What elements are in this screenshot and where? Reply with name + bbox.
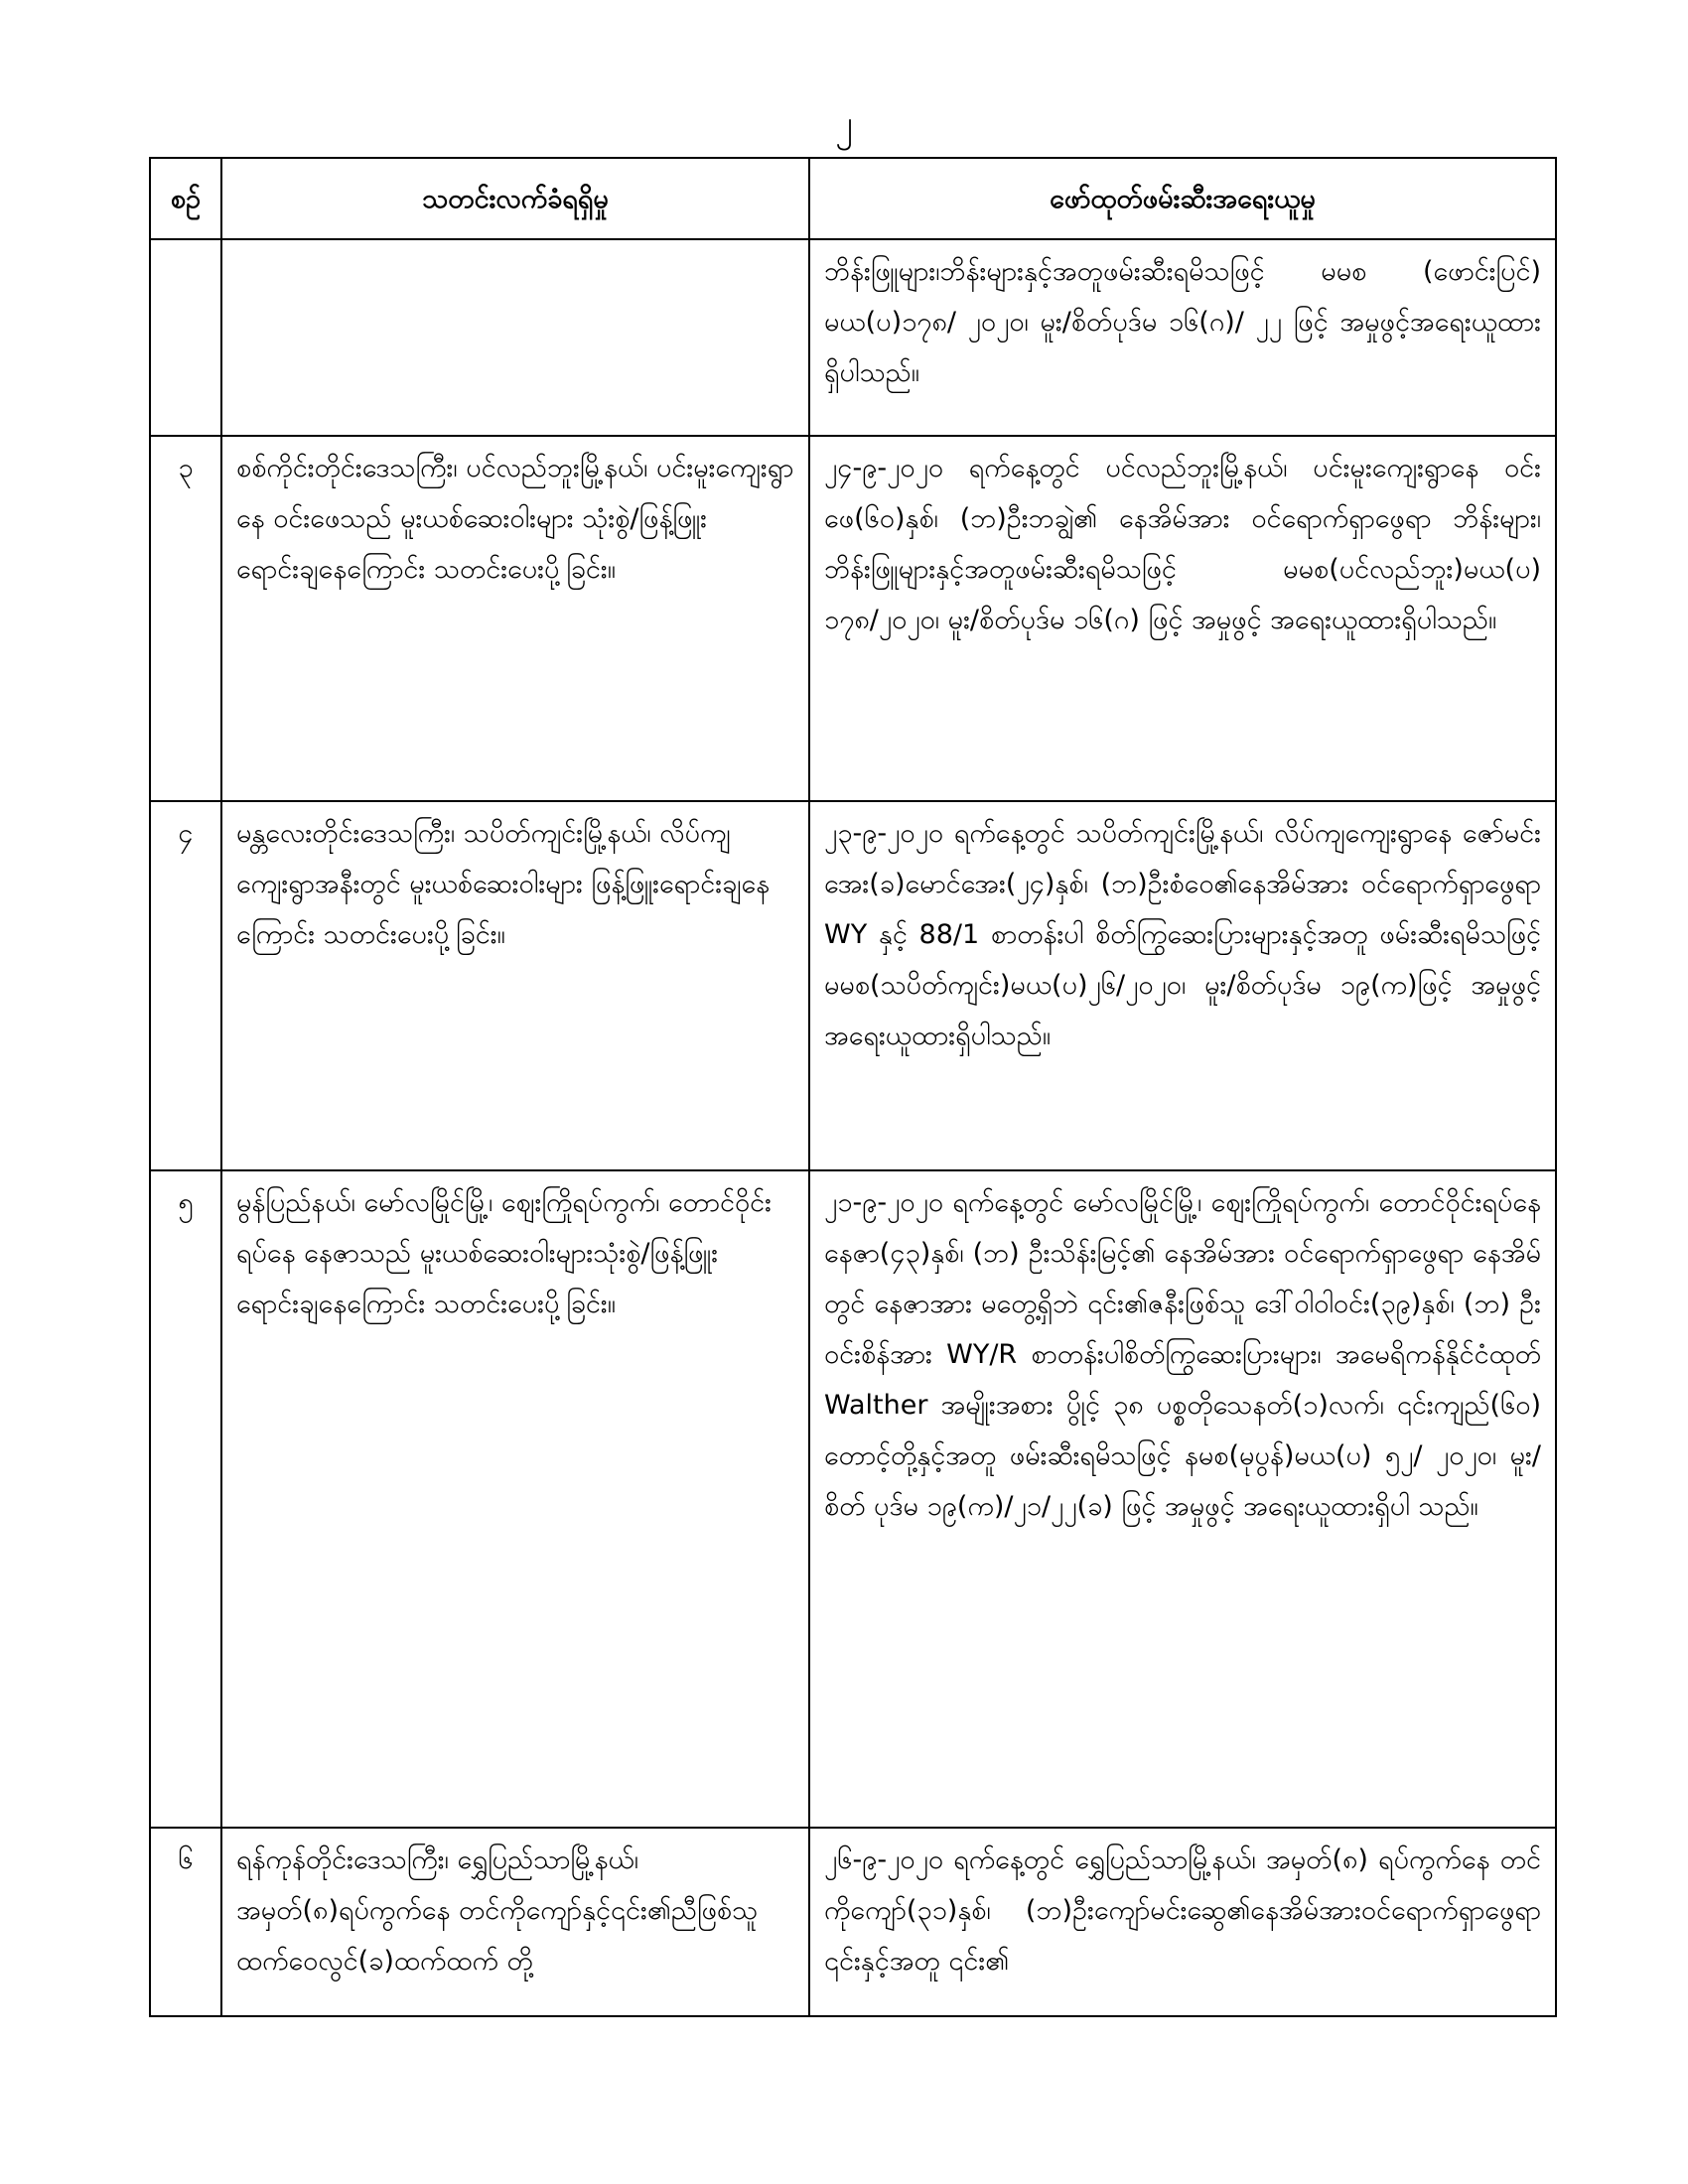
table-row bbox=[150, 436, 1556, 801]
row-information: ရန်ကုန်တိုင်းဒေသကြီး၊ ရွှေပြည်သာမြို့နယ်၊ အမှတ်(၈)ရပ်ကွက်နေ တင်ကိုကျော်နှင့်၎င်း၏ညီဖြစ်သူ ထက်ဝေလွင်(ခ)ထက်ထက် တို့ bbox=[221, 1828, 809, 2016]
row-action: ၂၄-၉-၂၀၂၀ ရက်နေ့တွင် ပင်လည်ဘူးမြို့နယ်၊ ပင်းမူးကျေးရွာနေ ဝင်းဖေ(၆၀)နှစ်၊ (ဘ)ဦးဘချွဲ၏ နေအိမ်အား ဝင်ရောက်ရှာဖွေရာ ဘိန်းများ၊ ဘိန်းဖြူများနှင့်အတူဖမ်းဆီးရမိသဖြင့် မမစ(ပင်လည်ဘူး)မယ(ပ) ၁၇၈/၂၀၂၀၊ မူး/စိတ်ပုဒ်မ ၁၆(ဂ) ဖြင့် အမှုဖွင့် အရေးယူထားရှိပါသည်။ bbox=[809, 436, 1556, 801]
row-serial-number: ၅ bbox=[150, 1170, 221, 1828]
row-serial-number: ၆ bbox=[150, 1828, 221, 2016]
table-row bbox=[150, 1828, 1556, 2016]
header-serial-number: စဉ် bbox=[150, 158, 221, 239]
row-information: မွန်ပြည်နယ်၊ မော်လမြိုင်မြို့၊ ဈေးကြိုရပ်ကွက်၊ တောင်ဝိုင်းရပ်နေ နေဇာသည် မူးယစ်ဆေးဝါးများသုံးစွဲ/ဖြန့်ဖြူး ရောင်းချနေကြောင်း သတင်းပေးပို့ခြင်း။ bbox=[221, 1170, 809, 1828]
row-information: မန္တလေးတိုင်းဒေသကြီး၊ သပိတ်ကျင်းမြို့နယ်၊ လိပ်ကျကျေးရွာအနီးတွင် မူးယစ်ဆေးဝါးများ ဖြန့်ဖြူးရောင်းချနေကြောင်း သတင်းပေးပို့ခြင်း။ bbox=[221, 801, 809, 1170]
page-number: ၂ bbox=[835, 103, 853, 144]
table-row bbox=[150, 801, 1556, 1170]
table-row bbox=[150, 1170, 1556, 1828]
header-information-received: သတင်းလက်ခံရရှိမှု bbox=[221, 158, 809, 239]
row-serial-number bbox=[150, 239, 221, 436]
row-serial-number: ၃ bbox=[150, 436, 221, 801]
row-action: ၂၃-၉-၂၀၂၀ ရက်နေ့တွင် သပိတ်ကျင်းမြို့နယ်၊ လိပ်ကျကျေးရွာနေ ဇော်မင်းအေး(ခ)မောင်အေး(၂၄)နှစ်၊ (ဘ)ဦးစံဝေ၏နေအိမ်အား ဝင်ရောက်ရှာဖွေရာ WY နှင့် 88/1 စာတန်းပါ စိတ်ကြွဆေးပြားများနှင့်အတူ ဖမ်းဆီးရမိသဖြင့် မမစ(သပိတ်ကျင်း)မယ(ပ)၂၆/၂၀၂၀၊ မူး/စိတ်ပုဒ်မ ၁၉(က)ဖြင့် အမှုဖွင့် အရေးယူထားရှိပါသည်။ bbox=[809, 801, 1556, 1170]
header-action-taken: ဖော်ထုတ်ဖမ်းဆီးအရေးယူမှု bbox=[809, 158, 1556, 239]
header-row bbox=[150, 158, 1556, 239]
row-information bbox=[221, 239, 809, 436]
row-action: ဘိန်းဖြူများ၊ဘိန်းများနှင့်အတူဖမ်းဆီးရမိသဖြင့် မမစ (ဖောင်းပြင်) မယ(ပ)၁၇၈/ ၂၀၂၀၊ မူး/စိတ်ပုဒ်မ ၁၆(ဂ)/ ၂၂ ဖြင့် အမှုဖွင့်အရေးယူထား ရှိပါသည်။ bbox=[809, 239, 1556, 436]
row-information: စစ်ကိုင်းတိုင်းဒေသကြီး၊ ပင်လည်ဘူးမြို့နယ်၊ ပင်းမူးကျေးရွာနေ ဝင်းဖေသည် မူးယစ်ဆေးဝါးများ သုံးစွဲ/ဖြန့်ဖြူး ရောင်းချနေကြောင်း သတင်းပေးပို့ခြင်း။ bbox=[221, 436, 809, 801]
row-action: ၂၁-၉-၂၀၂၀ ရက်နေ့တွင် မော်လမြိုင်မြို့၊ ဈေးကြိုရပ်ကွက်၊ တောင်ဝိုင်းရပ်နေ နေဇာ(၄၃)နှစ်၊ (ဘ) ဦးသိန်းမြင့်၏ နေအိမ်အား ဝင်ရောက်ရှာဖွေရာ နေအိမ်တွင် နေဇာအား မတွေ့ရှိဘဲ ၎င်း၏ဇနီးဖြစ်သူ ဒေါ်ဝါဝါဝင်း(၃၉)နှစ်၊ (ဘ) ဦးဝင်းစိန်အား WY/R စာတန်းပါစိတ်ကြွဆေးပြားများ၊ အမေရိကန်နိုင်ငံထုတ် Walther အမျိုးအစား ပွိုင့် ၃၈ ပစ္စတိုသေနတ်(၁)လက်၊ ၎င်းကျည်(၆၀) တောင့်တို့နှင့်အတူ ဖမ်းဆီးရမိသဖြင့် နမစ(မုပွန်)မယ(ပ) ၅၂/ ၂၀၂၀၊ မူး/စိတ် ပုဒ်မ ၁၉(က)/၂၁/၂၂(ခ) ဖြင့် အမှုဖွင့် အရေးယူထားရှိပါ သည်။ bbox=[809, 1170, 1556, 1828]
row-serial-number: ၄ bbox=[150, 801, 221, 1170]
report-table bbox=[149, 157, 1557, 2017]
table-row bbox=[150, 239, 1556, 436]
row-action: ၂၆-၉-၂၀၂၀ ရက်နေ့တွင် ရွှေပြည်သာမြို့နယ်၊ အမှတ်(၈) ရပ်ကွက်နေ တင်ကိုကျော်(၃၁)နှစ်၊ (ဘ)ဦးကျော်မင်းဆွေ၏နေအိမ်အားဝင်ရောက်ရှာဖွေရာ ၎င်းနှင့်အတူ ၎င်း၏ bbox=[809, 1828, 1556, 2016]
